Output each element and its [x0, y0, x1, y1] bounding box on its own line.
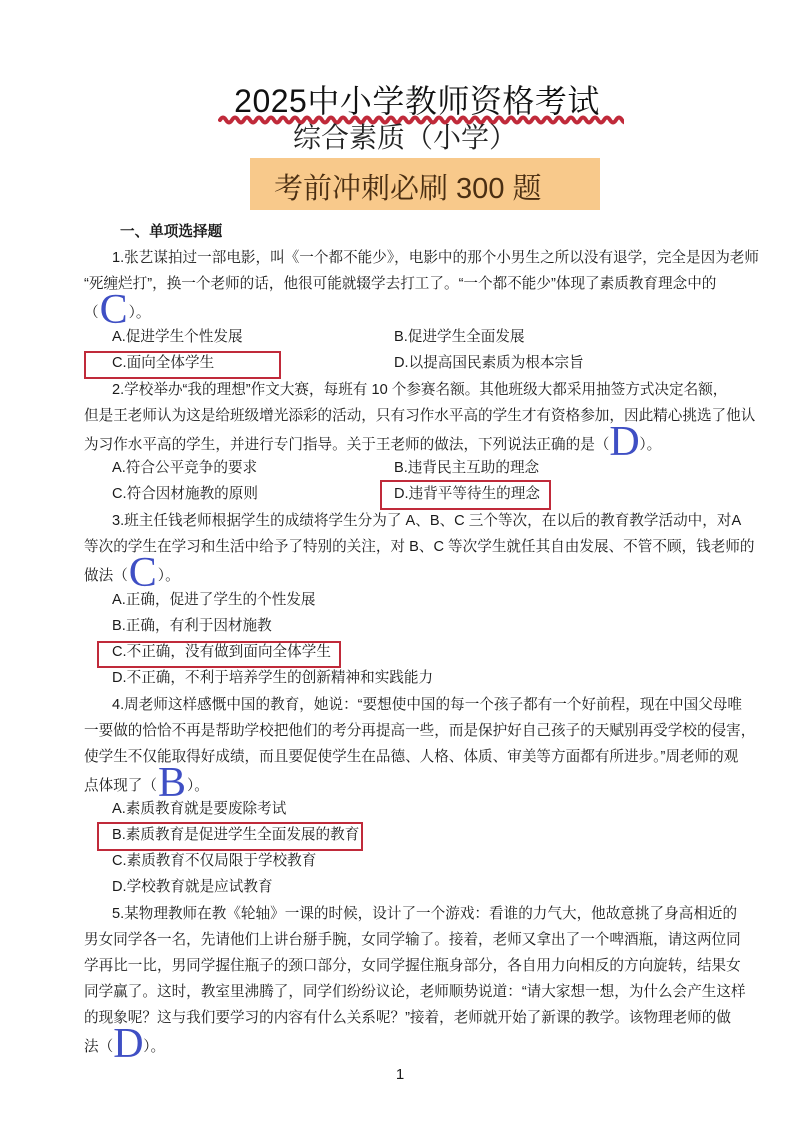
option: A.正确，促进了学生的个性发展 [112, 592, 316, 608]
handwritten-answer: D [113, 1021, 144, 1067]
question-5-text: 学再比一比，男同学握住瓶子的颈口部分，女同学握住瓶身部分，各自用力向相反的方向旋转，结果女 [84, 958, 741, 974]
question-5-text: 同学赢了。这时，教室里沸腾了，同学们纷纷议论，老师顺势说道：“请大家想一想，为什么会产生这样 [84, 984, 746, 1000]
option: D.学校教育就是应试教育 [112, 879, 273, 895]
option-correct: B.素质教育是促进学生全面发展的教育 [112, 827, 360, 843]
question-5-answer-line [84, 1021, 166, 1067]
document-title: 2025中小学教师资格考试 [234, 83, 600, 119]
answer-highlight-box [97, 641, 341, 668]
question-2-answer-line [84, 419, 662, 465]
answer-suffix: ）。 [186, 778, 209, 794]
banner [250, 158, 600, 210]
question-5-text: 的现象呢？这与我们要学习的内容有什么关系呢？”接着，老师就开始了新课的教学。该物理老师的做 [84, 1010, 731, 1026]
handwritten-answer: C [128, 550, 157, 596]
answer-prefix: 法（ [84, 1039, 114, 1055]
option: C.符合因材施教的原则 [112, 486, 258, 502]
answer-suffix: ）。 [143, 1039, 166, 1055]
question-4-text: 一要做的恰恰不再是帮助学校把他们的考分再提高一些，而是保护好自己孩子的天赋别再受学校的侵害， [84, 723, 756, 739]
answer-suffix: ）。 [639, 437, 662, 453]
question-3-text: 等次的学生在学习和生活中给予了特别的关注，对 B、C 等次学生就任其自由发展、不管不顾，钱老师的 [84, 539, 755, 555]
question-3-answer-line [84, 550, 180, 596]
answer-prefix: 点体现了（ [84, 778, 157, 794]
document-subtitle: 综合素质（小学） [293, 122, 518, 153]
answer-prefix: （ [84, 305, 99, 321]
question-5-text: 5.某物理教师在教《轮轴》一课的时候，设计了一个游戏：看谁的力气大，他故意挑了身高相近的 [112, 906, 738, 922]
question-4-answer-line [84, 760, 209, 806]
banner-text: 考前冲刺必刷 300 题 [274, 173, 542, 205]
option: B.促进学生全面发展 [394, 329, 525, 345]
option: A.符合公平竞争的要求 [112, 460, 258, 476]
option: D.不正确，不利于培养学生的创新精神和实践能力 [112, 670, 434, 686]
question-4-text: 使学生不仅能取得好成绩，而且要促使学生在品德、人格、体质、审美等方面都有所进步。”周老师的观 [84, 749, 739, 765]
answer-suffix: ）。 [157, 568, 180, 584]
question-1-text: “死缠烂打”，换一个老师的话，他很可能就辍学去打工了。“一个都不能少”体现了素质教育理念中的 [84, 276, 717, 292]
option: B.违背民主互助的理念 [394, 460, 540, 476]
option: A.素质教育就是要废除考试 [112, 801, 287, 817]
option: A.促进学生个性发展 [112, 329, 243, 345]
handwritten-answer: C [99, 287, 128, 333]
answer-highlight-box [84, 351, 281, 379]
question-3-text: 3.班主任钱老师根据学生的成绩将学生分为了 A、B、C 三个等次，在以后的教育教学活动中，对A [112, 513, 742, 529]
page-number: 1 [395, 1066, 405, 1083]
option-correct: C.面向全体学生 [112, 355, 215, 371]
section-heading: 一、单项选择题 [120, 224, 223, 240]
answer-prefix: 做法（ [84, 568, 128, 584]
option: D.以提高国民素质为根本宗旨 [394, 355, 584, 371]
question-2-text: 但是王老师认为这是给班级增光添彩的活动，只有习作水平高的学生才有资格参加，因此精心挑选了他认 [84, 408, 756, 424]
handwritten-answer: B [157, 760, 186, 806]
question-1-text: 1.张艺谋拍过一部电影，叫《一个都不能少》，电影中的那个小男生之所以没有退学，完全是因为老师 [112, 250, 759, 266]
question-1-answer-line [84, 287, 151, 333]
answer-suffix: ）。 [128, 305, 151, 321]
option-correct: D.违背平等待生的理念 [394, 486, 540, 502]
option-correct: C.不正确，没有做到面向全体学生 [112, 644, 331, 660]
question-2-text: 2.学校举办“我的理想”作文大赛，每班有 10 个参赛名额。其他班级大都采用抽签方式决定名额， [112, 382, 728, 398]
question-4-text: 4.周老师这样感慨中国的教育，她说：“要想使中国的每一个孩子都有一个好前程，现在中国父母唯 [112, 697, 742, 713]
answer-prefix: 为习作水平高的学生，并进行专门指导。关于王老师的做法，下列说法正确的是（ [84, 437, 610, 453]
question-5-text: 男女同学各一名，先请他们上讲台掰手腕，女同学输了。接着，老师又拿出了一个啤酒瓶，请这两位同 [84, 932, 741, 948]
handwritten-answer: D [609, 419, 640, 465]
option: B.正确，有利于因材施教 [112, 618, 272, 634]
option: C.素质教育不仅局限于学校教育 [112, 853, 317, 869]
answer-highlight-box [380, 480, 551, 510]
answer-highlight-box [97, 822, 363, 851]
